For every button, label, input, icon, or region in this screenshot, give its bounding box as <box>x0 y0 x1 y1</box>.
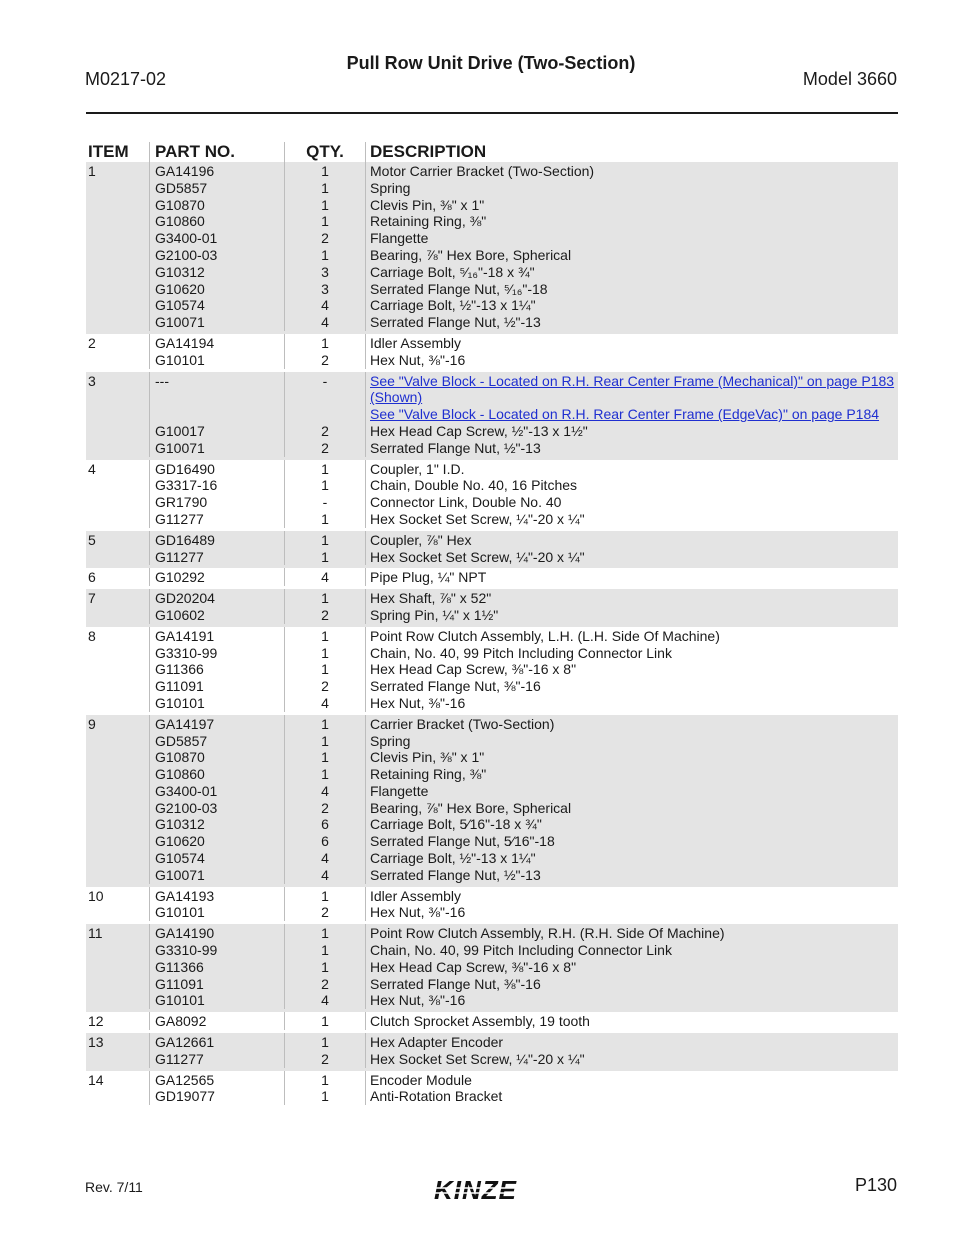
description-cell <box>365 1071 898 1106</box>
part-number: G2100-03 <box>155 799 218 816</box>
part-number: G10860 <box>155 766 205 783</box>
quantity: 1 <box>321 661 329 678</box>
part-number: G10101 <box>155 351 205 368</box>
part-number: G3400-01 <box>155 782 218 799</box>
revision-label: Rev. 7/11 <box>85 1179 143 1195</box>
item-number: 11 <box>88 925 103 942</box>
table-row <box>86 460 898 531</box>
description: Point Row Clutch Assembly, R.H. (R.H. Side Of Machine) <box>370 925 725 942</box>
part-number: GA12565 <box>155 1071 215 1088</box>
quantity: 6 <box>321 833 329 850</box>
description: Hex Nut, ⅜"-16 <box>370 351 466 368</box>
part-number: GA8092 <box>155 1013 207 1030</box>
description: Hex Nut, ⅜"-16 <box>370 904 466 921</box>
quantity: 1 <box>321 766 329 783</box>
quantity: 2 <box>321 422 329 439</box>
quantity-cell <box>284 334 365 369</box>
part-number: G10870 <box>155 196 205 213</box>
part-number-cell <box>149 334 284 369</box>
quantity: 2 <box>321 799 329 816</box>
quantity: 2 <box>321 904 329 921</box>
description-cell <box>365 1012 898 1030</box>
part-number: GD5857 <box>155 179 208 196</box>
item-number: 10 <box>88 887 104 904</box>
quantity-cell <box>284 627 365 712</box>
quantity: 1 <box>321 925 329 942</box>
quantity-cell <box>284 162 365 331</box>
description: Carriage Bolt, 5⁄16"-18 x ¾" <box>370 816 542 833</box>
quantity: - <box>322 372 328 389</box>
quantity: 1 <box>321 590 329 607</box>
quantity-cell <box>284 1033 365 1068</box>
table-row <box>86 887 898 925</box>
part-number: G10870 <box>155 749 205 766</box>
part-number: G11277 <box>155 1050 204 1067</box>
part-number <box>155 406 284 423</box>
column-header-qty: QTY. <box>284 142 365 162</box>
description: Coupler, ⅞" Hex <box>370 531 472 548</box>
part-number: G11277 <box>155 510 204 527</box>
quantity: 1 <box>321 477 329 494</box>
part-number: G10101 <box>155 992 205 1009</box>
part-number: G11366 <box>155 958 204 975</box>
description: Spring Pin, ¼" x 1½" <box>370 606 499 623</box>
quantity-cell <box>284 924 365 1009</box>
part-number: G10620 <box>155 280 205 297</box>
item-number: 14 <box>88 1071 104 1088</box>
part-number: G10071 <box>155 866 205 883</box>
quantity: 2 <box>321 1050 329 1067</box>
quantity: 1 <box>321 749 329 766</box>
part-number: G10292 <box>155 569 205 586</box>
quantity-cell <box>284 715 365 884</box>
item-number: 9 <box>88 715 96 732</box>
part-number: GD19077 <box>155 1088 215 1105</box>
header-divider <box>86 112 898 114</box>
quantity: 4 <box>321 694 329 711</box>
description: Pipe Plug, ¼" NPT <box>370 569 487 586</box>
description: Bearing, ⅞" Hex Bore, Spherical <box>370 246 572 263</box>
description: Serrated Flange Nut, ⅜"-16 <box>370 975 541 992</box>
description-cell <box>365 334 898 369</box>
column-header-item: ITEM <box>88 142 129 161</box>
description: Hex Socket Set Screw, ¼"-20 x ¼" <box>370 510 585 527</box>
description: Carrier Bracket (Two-Section) <box>370 715 555 732</box>
table-row <box>86 924 898 1012</box>
table-body <box>86 162 898 1108</box>
parts-table <box>86 140 898 1108</box>
part-number: GR1790 <box>155 494 208 511</box>
part-number-cell <box>149 1033 284 1068</box>
description: Idler Assembly <box>370 887 462 904</box>
quantity: 1 <box>321 163 329 179</box>
part-number: GA14194 <box>155 334 215 351</box>
quantity: 6 <box>321 816 329 833</box>
quantity: 1 <box>321 460 329 477</box>
cross-reference-link[interactable]: See "Valve Block - Located on R.H. Rear Center Frame (Mechanical)" on page P183 <box>370 372 895 389</box>
description-cell <box>365 589 898 624</box>
item-number: 13 <box>88 1034 104 1051</box>
description: Serrated Flange Nut, ⁵⁄₁₆"-18 <box>370 280 548 297</box>
part-number: G2100-03 <box>155 246 218 263</box>
description: Retaining Ring, ⅜" <box>370 766 487 783</box>
quantity: 2 <box>321 975 329 992</box>
part-number: G10071 <box>155 439 205 456</box>
description: Chain, Double No. 40, 16 Pitches <box>370 477 578 494</box>
description: Hex Socket Set Screw, ¼"-20 x ¼" <box>370 1050 585 1067</box>
part-number: G10602 <box>155 606 205 623</box>
column-header-description: DESCRIPTION <box>365 142 898 162</box>
part-number: G10101 <box>155 904 205 921</box>
part-number: G11366 <box>155 661 204 678</box>
part-number-cell <box>149 1012 284 1030</box>
part-number-cell <box>149 1071 284 1106</box>
quantity-cell <box>284 589 365 624</box>
part-number: GA14191 <box>155 627 215 644</box>
quantity-cell <box>284 531 365 566</box>
part-number-cell <box>149 531 284 566</box>
description: Point Row Clutch Assembly, L.H. (L.H. Side Of Machine) <box>370 627 720 644</box>
quantity-cell <box>284 568 365 586</box>
description: Carriage Bolt, ½"-13 x 1¼" <box>370 850 536 867</box>
description-cell <box>365 1033 898 1068</box>
part-number: G11091 <box>155 975 204 992</box>
description: Hex Head Cap Screw, ⅜"-16 x 8" <box>370 661 577 678</box>
part-number: --- <box>155 372 169 389</box>
quantity: 1 <box>321 179 329 196</box>
description: Retaining Ring, ⅜" <box>370 213 487 230</box>
description: Encoder Module <box>370 1071 472 1088</box>
part-number: GD5857 <box>155 732 208 749</box>
description: Flangette <box>370 782 429 799</box>
quantity-cell <box>284 887 365 922</box>
item-number: 8 <box>88 627 96 644</box>
part-number: G10574 <box>155 297 205 314</box>
quantity-cell <box>284 460 365 528</box>
table-row <box>86 334 898 372</box>
cross-reference-link[interactable]: See "Valve Block - Located on R.H. Rear Center Frame (EdgeVac)" on page P184 <box>370 406 880 423</box>
quantity: 4 <box>321 850 329 867</box>
part-number: G10620 <box>155 833 205 850</box>
quantity: 2 <box>321 606 329 623</box>
description: Bearing, ⅞" Hex Bore, Spherical <box>370 799 572 816</box>
item-number: 2 <box>88 334 96 351</box>
description: Serrated Flange Nut, 5⁄16"-18 <box>370 833 555 850</box>
part-number-cell <box>149 589 284 624</box>
part-number: GA12661 <box>155 1034 215 1051</box>
description: Hex Socket Set Screw, ¼"-20 x ¼" <box>370 548 585 565</box>
part-number <box>155 389 284 406</box>
description: Anti-Rotation Bracket <box>370 1088 503 1105</box>
part-number-cell <box>149 627 284 712</box>
quantity: 1 <box>321 1013 329 1030</box>
quantity: 2 <box>321 439 329 456</box>
quantity: 1 <box>321 334 329 351</box>
table-row <box>86 589 898 627</box>
quantity: 4 <box>321 782 329 799</box>
description: Chain, No. 40, 99 Pitch Including Connector Link <box>370 644 672 661</box>
part-number: GA14197 <box>155 715 215 732</box>
table-row <box>86 531 898 569</box>
quantity-cell <box>284 372 365 457</box>
description: Serrated Flange Nut, ⅜"-16 <box>370 678 541 695</box>
part-number: G3310-99 <box>155 644 218 661</box>
table-row <box>86 1012 898 1033</box>
description-cell <box>365 460 898 528</box>
quantity: 4 <box>321 866 329 883</box>
table-row <box>86 715 898 887</box>
part-number: G3317-16 <box>155 477 218 494</box>
quantity: 1 <box>321 1071 329 1088</box>
quantity: 4 <box>321 569 329 586</box>
description-cell <box>365 568 898 586</box>
quantity: 4 <box>321 297 329 314</box>
quantity: 1 <box>321 246 329 263</box>
quantity: 1 <box>321 213 329 230</box>
quantity: 2 <box>321 351 329 368</box>
quantity: 3 <box>321 280 329 297</box>
description: Motor Carrier Bracket (Two-Section) <box>370 163 595 179</box>
description-cell <box>365 887 898 922</box>
description: Serrated Flange Nut, ½"-13 <box>370 439 541 456</box>
model-label: Model 3660 <box>802 69 897 89</box>
description: Hex Adapter Encoder <box>370 1034 504 1051</box>
quantity: 1 <box>321 1034 329 1051</box>
quantity: 1 <box>321 196 329 213</box>
part-number: GA14190 <box>155 925 215 942</box>
quantity: 1 <box>321 1088 329 1105</box>
part-number: G11277 <box>155 548 204 565</box>
description: Hex Nut, ⅜"-16 <box>370 992 466 1009</box>
table-row <box>86 1033 898 1071</box>
item-number: 1 <box>88 163 96 179</box>
description: Connector Link, Double No. 40 <box>370 494 562 511</box>
table-row <box>86 627 898 715</box>
description: Clevis Pin, ⅜" x 1" <box>370 196 485 213</box>
part-number: G10071 <box>155 314 205 331</box>
item-number: 4 <box>88 460 96 477</box>
table-row <box>86 162 898 334</box>
page-title: Pull Row Unit Drive (Two-Section) <box>346 53 636 73</box>
quantity: 1 <box>321 531 329 548</box>
description-cell <box>365 924 898 1009</box>
table-row <box>86 1071 898 1109</box>
part-number: GA14196 <box>155 163 215 179</box>
description: Hex Nut, ⅜"-16 <box>370 694 466 711</box>
quantity: 3 <box>321 263 329 280</box>
description: Spring <box>370 732 411 749</box>
quantity <box>285 406 365 423</box>
description: Serrated Flange Nut, ½"-13 <box>370 866 541 883</box>
item-number: 6 <box>88 569 96 586</box>
description: Chain, No. 40, 99 Pitch Including Connector Link <box>370 942 672 959</box>
quantity-cell <box>284 1071 365 1106</box>
item-number: 12 <box>88 1013 104 1030</box>
description-cell <box>365 627 898 712</box>
description: Idler Assembly <box>370 334 462 351</box>
quantity: 4 <box>321 314 329 331</box>
part-number: GD16489 <box>155 531 215 548</box>
quantity: 1 <box>321 942 329 959</box>
quantity: 4 <box>321 992 329 1009</box>
part-number: G3310-99 <box>155 942 218 959</box>
kinze-logo-text: KINZE <box>434 1177 517 1203</box>
description-cell <box>365 531 898 566</box>
description: Hex Head Cap Screw, ½"-13 x 1½" <box>370 422 588 439</box>
part-number: G3400-01 <box>155 230 218 247</box>
table-row <box>86 372 898 460</box>
quantity: 1 <box>321 548 329 565</box>
quantity: 1 <box>321 715 329 732</box>
description: Spring <box>370 179 411 196</box>
description: Hex Shaft, ⅞" x 52" <box>370 590 492 607</box>
column-header-part-no: PART NO. <box>149 142 284 162</box>
description: Carriage Bolt, ½"-13 x 1¼" <box>370 297 536 314</box>
part-number: G10574 <box>155 850 205 867</box>
part-number: G11091 <box>155 678 204 695</box>
part-number: GA14193 <box>155 887 215 904</box>
item-number: 5 <box>88 531 96 548</box>
part-number-cell <box>149 460 284 528</box>
table-header-row <box>86 140 898 162</box>
part-number-cell <box>149 162 284 331</box>
description: Coupler, 1" I.D. <box>370 460 465 477</box>
quantity <box>285 389 365 406</box>
part-number: G10312 <box>155 263 205 280</box>
part-number: G10312 <box>155 816 205 833</box>
part-number-cell <box>149 568 284 586</box>
cross-reference-link[interactable]: (Shown) <box>370 389 423 406</box>
quantity: 1 <box>321 627 329 644</box>
part-number-cell <box>149 924 284 1009</box>
item-number: 3 <box>88 372 96 389</box>
part-number: G10017 <box>155 422 205 439</box>
item-number: 7 <box>88 590 96 607</box>
page-number: P130 <box>854 1175 897 1195</box>
description: Carriage Bolt, ⁵⁄₁₆"-18 x ¾" <box>370 263 535 280</box>
quantity: 2 <box>321 230 329 247</box>
quantity: 1 <box>321 510 329 527</box>
table-row <box>86 568 898 589</box>
document-number: M0217-02 <box>85 69 167 89</box>
quantity: - <box>322 494 328 511</box>
description-cell <box>365 715 898 884</box>
description-cell <box>365 372 898 457</box>
part-number-cell <box>149 887 284 922</box>
part-number: G10101 <box>155 694 205 711</box>
description: Flangette <box>370 230 429 247</box>
description: Clutch Sprocket Assembly, 19 tooth <box>370 1013 590 1030</box>
quantity: 1 <box>321 644 329 661</box>
quantity: 1 <box>321 958 329 975</box>
quantity: 1 <box>321 732 329 749</box>
description: Clevis Pin, ⅜" x 1" <box>370 749 485 766</box>
part-number-cell <box>149 715 284 884</box>
part-number: GD20204 <box>155 590 215 607</box>
part-number-cell <box>149 372 284 457</box>
part-number: GD16490 <box>155 460 215 477</box>
description: Hex Head Cap Screw, ⅜"-16 x 8" <box>370 958 577 975</box>
description: Serrated Flange Nut, ½"-13 <box>370 314 541 331</box>
part-number: G10860 <box>155 213 205 230</box>
description-cell <box>365 162 898 331</box>
kinze-logo <box>432 1177 550 1203</box>
quantity-cell <box>284 1012 365 1030</box>
quantity: 2 <box>321 678 329 695</box>
quantity: 1 <box>321 887 329 904</box>
